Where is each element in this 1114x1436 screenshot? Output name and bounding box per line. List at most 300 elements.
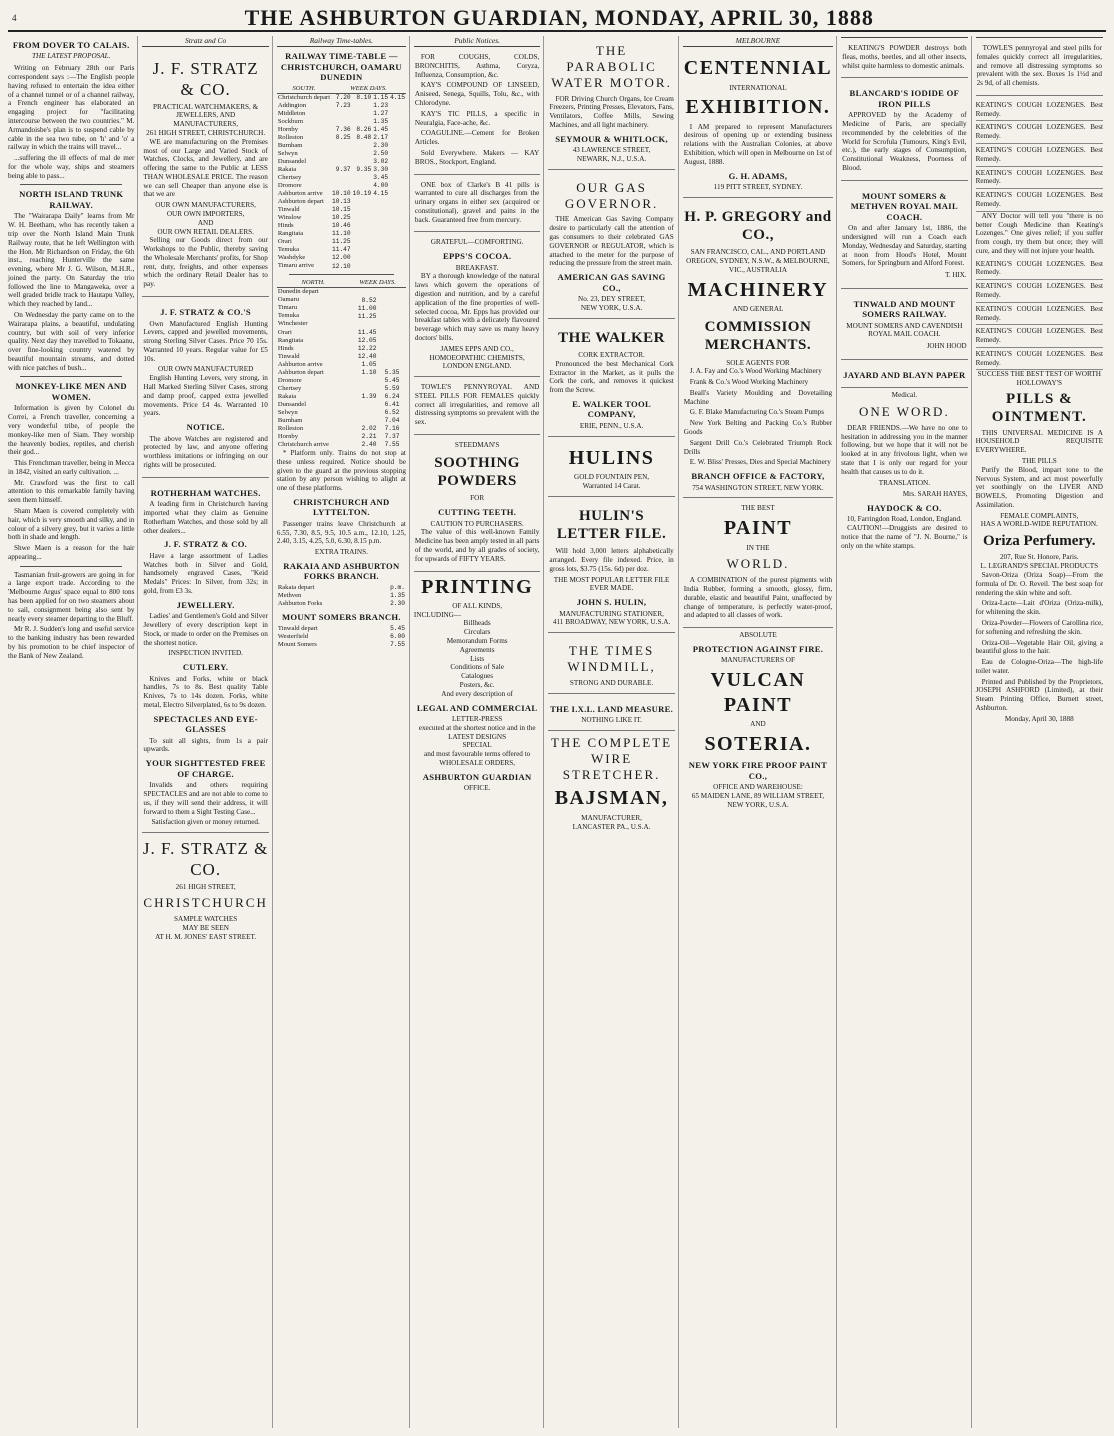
final-city: CHRISTCHURCH	[143, 895, 268, 911]
timetable-row	[277, 126, 406, 134]
time-cell: 1.15	[373, 93, 389, 101]
time-cell	[389, 214, 406, 222]
time-cell	[372, 222, 389, 230]
time-cell	[377, 296, 400, 304]
time-cell: 7.04	[384, 417, 400, 425]
time-cell	[403, 320, 406, 328]
time-cell	[389, 238, 406, 246]
latest-designs: LATEST DESIGNS	[448, 732, 507, 741]
timetable-row	[277, 110, 406, 118]
timetable-row	[277, 304, 406, 312]
popular-line: THE MOST POPULAR LETTER FILE EVER MADE.	[553, 575, 670, 593]
station-name: Rakaia	[277, 392, 297, 400]
paragraph: Knives and Forks, white or black handles, 7s to 8s. Best quality Table Knives, 7s to 14s dozen. Forks, white metal, Electro Silverplated, 6s to 9s dozen.	[143, 674, 268, 709]
steedman-teeth: CUTTING TEETH.	[438, 507, 517, 518]
imprint-date: Monday, April 30, 1888	[1004, 714, 1074, 723]
time-cell	[403, 369, 406, 377]
parabolic-ad	[548, 36, 674, 170]
time-cell	[377, 320, 400, 328]
article-title-dover: FROM DOVER TO CALAIS.	[12, 40, 130, 50]
timetable-row	[277, 425, 406, 433]
pills-title: PILLS & OINTMENT.	[991, 391, 1087, 426]
our-line: OUR OWN IMPORTERS,	[166, 209, 245, 218]
holloway: HOLLOWAY'S	[1016, 379, 1062, 388]
oriza-item: Eau de Cologne-Oriza—The high-life toilet water.	[975, 658, 1103, 675]
time-cell: 8.25	[335, 134, 351, 142]
paragraph: ...suffering the ill effects of mal de mer for the whole way, ships and steamers being able to pass...	[8, 154, 135, 180]
timetable-title: RAILWAY TIME-TABLE — CHRISTCHURCH, OAMARU DUNEDIN	[280, 51, 402, 83]
time-cell: 1.35	[373, 117, 389, 125]
time-cell: 12.22	[357, 344, 377, 352]
rakaia-rows	[277, 584, 406, 608]
time-cell	[372, 262, 389, 270]
gregory-cities: SAN FRANCISCO, CAL., AND PORTLAND OREGON, SYDNEY, N.S.W., & MELBOURNE, VIC., AUSTRALIA	[686, 248, 830, 275]
paragraph: Shwe Maen is a reason for the hair appearing...	[8, 544, 135, 561]
paragraph: Mr. Crawford was the first to call attention to this remarkable family having seen them himself.	[8, 478, 135, 505]
lyttelton-title: CHRISTCHURCH AND LYTTELTON.	[293, 496, 390, 518]
sole-agents: SOLE AGENTS FOR	[726, 358, 790, 367]
paragraph: Sham Maen is covered completely with hair, which is very smooth and silky, and in colour of a silvery grey, but it varies a little both in shade and length.	[8, 507, 135, 542]
time-cell	[331, 118, 352, 126]
paragraph: TOWLE'S pennyroyal and steel pills for females quickly correct all irregularities, and remove all distressing symptoms so prevalent with the sex. Boxes 1s 1½d and 2s 9d, of all chemists.	[976, 44, 1102, 88]
time-cell: 4.00	[373, 182, 389, 190]
one-word: ONE WORD.	[859, 404, 950, 419]
time-cell	[403, 288, 406, 297]
rotherham-title: ROTHERHAM WATCHES.	[150, 487, 261, 498]
time-cell: 6.24	[384, 392, 400, 400]
keating-lozenge-line: KEATING'S COUGH LOZENGES. Best Remedy.	[976, 325, 1103, 348]
paragraph: A COMBINATION of the purest pigments with India Rubber, forming a smooth, glossy, firm, durable, elastic and beautiful Paint, unaffected by change of temperature, is perfectly water-proof, and adapted to all classes of work.	[683, 576, 833, 620]
time-cell	[377, 361, 400, 369]
newspaper-title: THE ASHBURTON GUARDIAN, MONDAY, APRIL 30, 1888	[244, 5, 874, 30]
station-name: Tinwald depart	[277, 624, 318, 632]
timetable-row	[277, 361, 406, 369]
station-name: Timaru	[277, 304, 298, 312]
time-cell: 10.25	[332, 214, 351, 222]
timetable-row	[277, 369, 406, 377]
time-cell: 11.25	[357, 312, 377, 320]
time-cell	[372, 230, 389, 238]
time-cell	[349, 409, 377, 417]
steedman-for: FOR	[470, 494, 485, 503]
keating-powder-ad	[841, 41, 967, 78]
sight-title: YOUR SIGHTTESTED FREE OF CHARGE.	[145, 758, 266, 779]
station-name: Burnham	[277, 416, 303, 424]
time-cell	[352, 230, 373, 238]
time-cell	[389, 166, 406, 174]
paragraph: FOR COUGHS, COLDS, BRONCHITIS, Asthma, Coryza, Influenza, Consumption, &c.	[414, 53, 540, 79]
keating-lozenge-line: KEATING'S COUGH LOZENGES. Best Remedy.	[976, 99, 1103, 122]
timetable-row	[277, 238, 406, 246]
time-cell	[377, 337, 400, 345]
keating-lozenge-line: KEATING'S COUGH LOZENGES. Best Remedy.	[976, 167, 1103, 190]
heading: OUR OWN MANUFACTURED	[157, 365, 254, 374]
signature: Mrs. SARAH HAYES,	[902, 490, 968, 499]
time-cell	[352, 150, 373, 158]
time-cell: 8.48	[356, 134, 372, 142]
time-cell: 4.15	[390, 93, 405, 101]
time-cell: 2.02	[361, 425, 377, 433]
time-cell: 7.37	[384, 433, 400, 441]
station-name: Rangitata	[277, 230, 304, 238]
agent-item: Beall's Variety Moulding and Dovetailing Machine	[683, 388, 833, 406]
in-the: IN THE	[746, 543, 770, 552]
time-cell: 1.05	[361, 360, 377, 368]
station-name: Westerfield	[277, 632, 309, 640]
station-name: Christchurch arrive	[277, 440, 329, 448]
notice-title: NOTICE.	[186, 422, 225, 433]
tinwald-ad	[841, 292, 967, 360]
timetable-row	[277, 254, 406, 262]
station-name: Ashburton arrive	[277, 190, 323, 197]
column-8	[976, 36, 1106, 1428]
paragraph: Information is given by Colonel du Correi, a French traveller, concerning a very wonderful tribe, of people the monkey-like men of Siam. They worship the heavenly bodies, reptiles, and cherish their god...	[8, 404, 135, 457]
time-cell	[377, 288, 400, 297]
absolute: ABSOLUTE	[739, 631, 777, 640]
time-cell	[352, 254, 373, 262]
station-name: Tinwald	[277, 206, 300, 214]
executed-line: executed at the shortest notice and in the	[418, 723, 536, 732]
time-cell	[389, 198, 406, 206]
keating-lozenge-line: KEATING'S COUGH LOZENGES. Best Remedy.	[976, 258, 1103, 281]
timetable-row	[277, 230, 406, 238]
station-name: Tinwald	[277, 352, 300, 360]
station-name: Selwyn	[277, 149, 298, 157]
paper-ad	[841, 363, 967, 388]
parabolic-title: THE PARABOLIC WATER MOTOR.	[551, 43, 672, 90]
time-cell	[331, 182, 352, 190]
station-name: Chertsey	[277, 173, 302, 181]
time-cell: 9.37	[335, 166, 351, 174]
time-cell	[403, 296, 406, 304]
time-cell: 12.00	[332, 254, 351, 262]
timetable-row	[277, 584, 406, 592]
time-cell	[389, 174, 406, 182]
time-cell	[349, 288, 377, 297]
time-cell	[403, 433, 406, 441]
gas-company: AMERICAN GAS SAVING CO.,	[557, 272, 666, 293]
printing-item: Lists	[470, 654, 485, 663]
paragraph: Sold Everywhere. Makers — KAY BROS., Stockport, England.	[414, 148, 540, 166]
timetable-row	[277, 142, 406, 150]
haydock-address: 10, Farringdon Road, London, England.	[846, 515, 962, 524]
oriza-item: Oriza-Powder—Flowers of Carollina rice, for softening and refreshing the skin.	[975, 618, 1103, 636]
terms-line: and most favourable terms offered to	[424, 750, 531, 759]
time-cell	[389, 142, 406, 150]
time-cell	[372, 238, 389, 246]
keating-list	[976, 99, 1103, 212]
time-cell: 1.23	[373, 101, 389, 109]
hulin-maker: JOHN S. HULIN,	[576, 597, 647, 608]
time-cell	[372, 206, 389, 214]
time-cell	[389, 254, 406, 262]
time-cell	[403, 417, 406, 425]
timetable-row	[277, 641, 406, 649]
column-header: Stratz and Co	[142, 36, 268, 47]
time-cell	[352, 158, 373, 166]
time-cell	[372, 254, 389, 262]
paragraph: A leading firm in Christchurch having imported what they claim as Genuine Rotherham Watches, and those sold by all other dealers...	[143, 500, 268, 535]
station-name: Burnham	[277, 141, 303, 149]
bajsman-sub: MANUFACTURER,	[581, 813, 642, 822]
station-name: Methven	[277, 591, 302, 599]
time-cell	[352, 238, 373, 246]
station-name: Washdyke	[277, 254, 306, 262]
branch-address: 754 WASHINGTON STREET, NEW YORK.	[692, 483, 824, 492]
paragraph: Tasmanian fruit-growers are going in for a large export trade. According to the 'Melbourne Argus' space equal to 800 tons has been applied for on two steamers about to sail, consignment being also sent by nearly every steamer departing to the Bluff.	[8, 570, 135, 623]
paragraph: Have a large assortment of Ladies Watches both in Silver and Gold, handsomely engraved Cases, "Keid Medals" Prices: In Silver, from 32s; in gold, from £3 3s.	[143, 551, 268, 595]
station-name: Orari	[277, 328, 292, 336]
paragraph: KEATING'S POWDER destroys both fleas, moths, beetles, and all other insects, whilst quite harmless to domestic animals.	[842, 44, 967, 70]
time-cell	[403, 361, 406, 369]
time-cell: 8.26	[356, 125, 372, 133]
time-cell: 5.45	[390, 624, 405, 632]
article-title-monkey: MONKEY-LIKE MEN AND WOMEN.	[15, 381, 127, 402]
time-cell	[403, 401, 406, 409]
time-cell	[403, 385, 406, 393]
station-name: Selwyn	[277, 408, 298, 416]
time-cell	[403, 409, 406, 417]
timetable-row	[277, 417, 406, 425]
clarke-ad	[414, 178, 540, 233]
inspection-invited: INSPECTION INVITED.	[168, 649, 243, 658]
walker-sub: CORK EXTRACTOR.	[578, 350, 645, 359]
north-rows	[277, 288, 406, 449]
hulin-address: 411 BROADWAY, NEW YORK, U.S.A.	[552, 618, 671, 627]
haydock: HAYDOCK & CO.	[867, 502, 942, 513]
timetable-row	[277, 337, 406, 345]
time-cell: 10.15	[332, 206, 351, 214]
our-line: OUR OWN RETAIL DEALERS.	[157, 227, 254, 236]
time-cell: 1.45	[373, 125, 389, 133]
time-cell	[389, 206, 406, 214]
printing-list	[414, 619, 540, 689]
hulins-ad	[548, 440, 674, 497]
station-name: Addington	[277, 101, 307, 109]
time-cell	[352, 222, 373, 230]
timetable-row	[277, 401, 406, 409]
centennial: CENTENNIAL	[683, 57, 833, 80]
cocoa-title: GRATEFUL—COMFORTING.	[430, 238, 524, 247]
commission: COMMISSION MERCHANTS.	[704, 318, 812, 354]
paragraph: This Frenchman traveller, being in Mecca in 1842, visited an early cultivation. ...	[8, 459, 135, 476]
spectacles-title: SPECTACLES AND EYE-GLASSES	[153, 713, 258, 735]
success-line: SUCCESS THE BEST TEST OF WORTH	[977, 370, 1101, 379]
printing-item: Billheads	[463, 619, 491, 628]
paragraph: COAGULINE.—Cement for Broken Articles.	[414, 129, 540, 147]
station-name: Orari	[277, 238, 292, 246]
time-cell	[352, 174, 373, 182]
time-cell	[403, 377, 406, 385]
timetable-header	[277, 85, 406, 94]
steedman-ad	[414, 438, 540, 572]
station-name: Dromore	[277, 181, 302, 189]
exhibition-ad	[683, 50, 833, 198]
mount-rows	[277, 625, 406, 649]
page-number: 4	[12, 13, 17, 23]
epps-ad	[414, 235, 540, 377]
windmill-ad	[548, 636, 674, 694]
paragraph: BY a thorough knowledge of the natural laws which govern the operations of digestion and nutrition, and by a careful application of the fine properties of well-selected cocoa, Mr. Epps has provided our breakfast tables with a delicately flavoured beverage which may save us many heavy doctors' bills.	[414, 272, 540, 342]
timetable-row	[277, 102, 406, 110]
walker-maker: E. WALKER TOOL COMPANY,	[572, 398, 652, 420]
time-cell	[352, 142, 373, 150]
station-name: Sockburn	[277, 117, 304, 125]
time-cell: 7.55	[384, 441, 400, 449]
paint: PAINT	[723, 517, 793, 540]
printing-item: Agreements	[459, 645, 495, 654]
timetable-row	[277, 625, 406, 633]
time-cell: 12.05	[357, 336, 377, 344]
masthead	[8, 6, 1106, 32]
column-4	[414, 36, 544, 1428]
time-cell: 2.17	[373, 134, 389, 142]
seymour-address: 43 LAWRENCE STREET,	[572, 146, 651, 155]
paragraph: English Hunting Levers, very strong, in Hall Marked Sterling Silver Cases, strong and damp proof, capped extra jewelled movements. Price £4 4s. Warranted 10 years.	[143, 374, 268, 418]
station-name: Ashburton depart	[277, 368, 324, 376]
vulcan: VULCAN PAINT	[710, 669, 806, 716]
timetable-row	[277, 441, 406, 449]
station-name: Hinds	[277, 222, 294, 230]
jewellery-title: JEWELLERY.	[176, 599, 235, 610]
timetable-row	[277, 158, 406, 166]
steedman-caution: CAUTION TO PURCHASERS.	[430, 519, 524, 528]
cocoa-brand: EPPS'S COCOA.	[442, 251, 512, 262]
tinwald-title: TINWALD AND MOUNT SOMERS RAILWAY.	[853, 298, 956, 320]
timetable-row	[277, 182, 406, 190]
paragraph: Ladies' and Gentlemen's Gold and Silver Jewellery of every description kept in Stock, or made to order on the Premises on the shortest notice.	[143, 612, 268, 647]
signature: T. HIX.	[945, 271, 967, 280]
station-name: Hornby	[277, 125, 299, 133]
time-cell: 7.55	[390, 640, 405, 648]
paragraph: ANY Doctor will tell you "there is no better Cough Medicine than Keating's Lozenges." One gives relief; if you suffer from cough, try them but once; they will cure, and they will not injure your health.	[975, 211, 1103, 255]
imprint: Printed and Published by the Proprietors, JOSEPH ASHFORD (Limited), at their Steam Printing Office, Burnett street, Ashburton.	[975, 677, 1103, 712]
time-cell	[389, 182, 406, 190]
timetable-rakaia	[277, 584, 406, 608]
divider	[20, 376, 122, 377]
printing-item: Memorandum Forms	[446, 637, 508, 646]
satisfaction-line: Satisfaction given or money returned.	[151, 818, 260, 827]
station-name: Dunsandel	[277, 400, 307, 408]
bajsman-name: BAJSMAN,	[554, 787, 669, 810]
time-cell: 9.35	[356, 166, 372, 174]
time-cell: 2.21	[361, 433, 377, 441]
stretcher-title: THE COMPLETE WIRE STRETCHER.	[550, 734, 673, 782]
time-cell	[377, 329, 400, 337]
paragraph: The "Wairarapa Daily" learns from Mr W. H. Beetham, who has recently taken a trip over the North Island Main Trunk Railway route, that he left Wellington with the Hon. Mr Richardson on Friday, the 6th inst., reaching Hunterville the same evening, where Mr J. G. Wilson, M.H.R., joined the party. On Saturday the trio followed the line to Mangaweka, over a well graded bridle track to Hautapu Valley, which they reached by land...	[8, 212, 135, 309]
station-name: Dunsandel	[277, 157, 307, 165]
printing-title: PRINTING	[421, 575, 534, 598]
station-name: Hinds	[277, 344, 294, 352]
agent-item: J. A. Fay and Co.'s Wood Working Machinery	[689, 367, 822, 376]
time-cell: 3.02	[373, 158, 389, 166]
oriza-item: Oriza-Oil—Vegetable Hair Oil, giving a beautiful gloss to the hair.	[975, 638, 1103, 656]
time-cell	[349, 377, 377, 385]
time-cell: 11.00	[357, 304, 377, 312]
time-cell: 11.10	[332, 230, 351, 238]
and: AND	[750, 719, 766, 728]
time-cell: 5.59	[384, 384, 400, 392]
time-cell	[389, 150, 406, 158]
station-name: Mount Somers	[277, 640, 317, 648]
paragraph: Selling our Goods direct from our Workshops to the Public, thereby saving the Wholesale Merchants' profits, for Shop rent, duty, freights, and other expenses which the ordinary Retail Dealer has to pay.	[143, 236, 268, 289]
time-cell	[403, 441, 406, 449]
divider	[20, 184, 122, 185]
time-cell: 3.30	[373, 166, 389, 174]
station-name: Chertsey	[277, 384, 302, 392]
cocoa-maker: JAMES EPPS AND CO., HOMOEOPATHIC CHEMISTS, LONDON ENGLAND.	[429, 344, 525, 371]
timetable-north	[277, 279, 406, 449]
station-name: Temuka	[277, 246, 300, 254]
gregory-ad	[683, 201, 833, 499]
time-cell: 2.50	[373, 150, 389, 158]
time-cell	[389, 110, 406, 118]
time-cell	[389, 158, 406, 166]
timetable-row	[277, 174, 406, 182]
paragraph: Purify the Blood, impart tone to the Nervous System, and act most powerfully yet soothingly on the LIVER AND BOWELS, Promoting Digestion and Assimilation.	[975, 465, 1103, 509]
measure-sub: NOTHING LIKE IT.	[581, 716, 642, 725]
time-cell: 12.40	[357, 352, 377, 360]
final-address: 261 HIGH STREET,	[175, 882, 236, 891]
letter-press: LETTER-PRESS	[451, 714, 503, 723]
wholesale-line: WHOLESALE ORDERS,	[439, 758, 516, 767]
ny-address: 65 MAIDEN LANE, 89 WILLIAM STREET, NEW YORK, U.S.A.	[691, 791, 825, 809]
printing-item: Catalogues	[461, 672, 494, 681]
column-header	[976, 36, 1103, 38]
time-cell: 1.27	[373, 109, 389, 117]
paragraph: Invalids and others requiring SPECTACLES and are not able to come to us, if they will send their address, it will forward to them a Sight Testing Case...	[143, 781, 268, 816]
paragraph: FOR Driving Church Organs, Ice Cream Freezers, Printing Presses, Elevators, Fans, Ventilators, Coffee Mills, Sewing Machines, and all light machinery.	[549, 94, 674, 129]
paragraph: WE are manufacturing on the Premises most of our Large and Varied Stock of Watches, Clocks, and Jewellery, and are offering the same to the Public at LESS THAN WHOLESALE PRICE. The reason we can sell Cheaper than anyone else is that we are	[143, 137, 268, 199]
hulins-sub: GOLD FOUNTAIN PEN,	[574, 473, 650, 482]
kay-ad	[414, 50, 540, 174]
station-name: Temuka	[277, 312, 300, 320]
rotherham-ad	[142, 481, 268, 833]
station-name: Middleton	[277, 109, 306, 117]
adams-address: 119 PITT STREET, SYDNEY.	[713, 183, 803, 192]
gas-ad	[548, 173, 674, 319]
time-cell	[352, 262, 373, 270]
paragraph: Will hold 3,000 letters alphabetically arranged. Every file indexed. Price, in gross lots, $3.75 (15s. 6d) per doz.	[549, 547, 674, 573]
time-cell: p.m.	[390, 584, 405, 592]
gas-title: OUR GAS GOVERNOR.	[564, 179, 659, 211]
station-name: Winslow	[277, 214, 302, 222]
paragraph: CAUTION!—Druggists are desired to notice that the name of "J. N. Bourne," is only on the white stamps.	[841, 524, 968, 550]
paragraph: KAY'S COMPOUND OF LINSEED, Aniseed, Senega, Squills, Tolu, &c., with Chlorodyne.	[414, 81, 540, 108]
timetable-row	[277, 246, 406, 254]
may-be-seen: MAY BE SEEN	[182, 924, 229, 932]
time-cell: 7.36	[335, 125, 351, 133]
timetable-notes: * Platform only. Trains do not stop at these unless required. Notice should be given to the guard at the previous stopping station by any person wishing to alight at one of these platforms.	[276, 448, 406, 493]
paragraph: The value of this well-known Family Medicine has been amply tested in all parts of the world, and by all grades of society, for upwards of FIFTY YEARS.	[414, 528, 540, 563]
every-desc: And every description of	[441, 689, 513, 698]
time-cell	[403, 393, 406, 401]
time-cell	[352, 182, 373, 190]
oriza-title: Oriza Perfumery.	[983, 533, 1096, 550]
article-title-railway: NORTH ISLAND TRUNK RAILWAY.	[19, 189, 124, 210]
our-line: OUR OWN MANUFACTURERS,	[155, 201, 256, 210]
time-cell: 1.10	[361, 368, 377, 376]
time-cell	[377, 345, 400, 353]
time-cell	[389, 190, 406, 198]
paragraph: On and after January 1st, 1886, the undersigned will run a Coach each Monday, Wednesday and Saturday, starting at noon from Hood's Hotel, Mount Somers, for Springburn and Alford Forest.	[842, 224, 967, 268]
keating-lozenge-line: KEATING'S COUGH LOZENGES. Best Remedy.	[976, 144, 1103, 167]
station-name: Hornby	[277, 432, 299, 440]
steedman-title: STEEDMAN'S	[454, 440, 500, 449]
timetable-row	[277, 214, 406, 222]
time-cell: 10.46	[332, 222, 351, 230]
time-cell: 2.30	[373, 142, 389, 150]
